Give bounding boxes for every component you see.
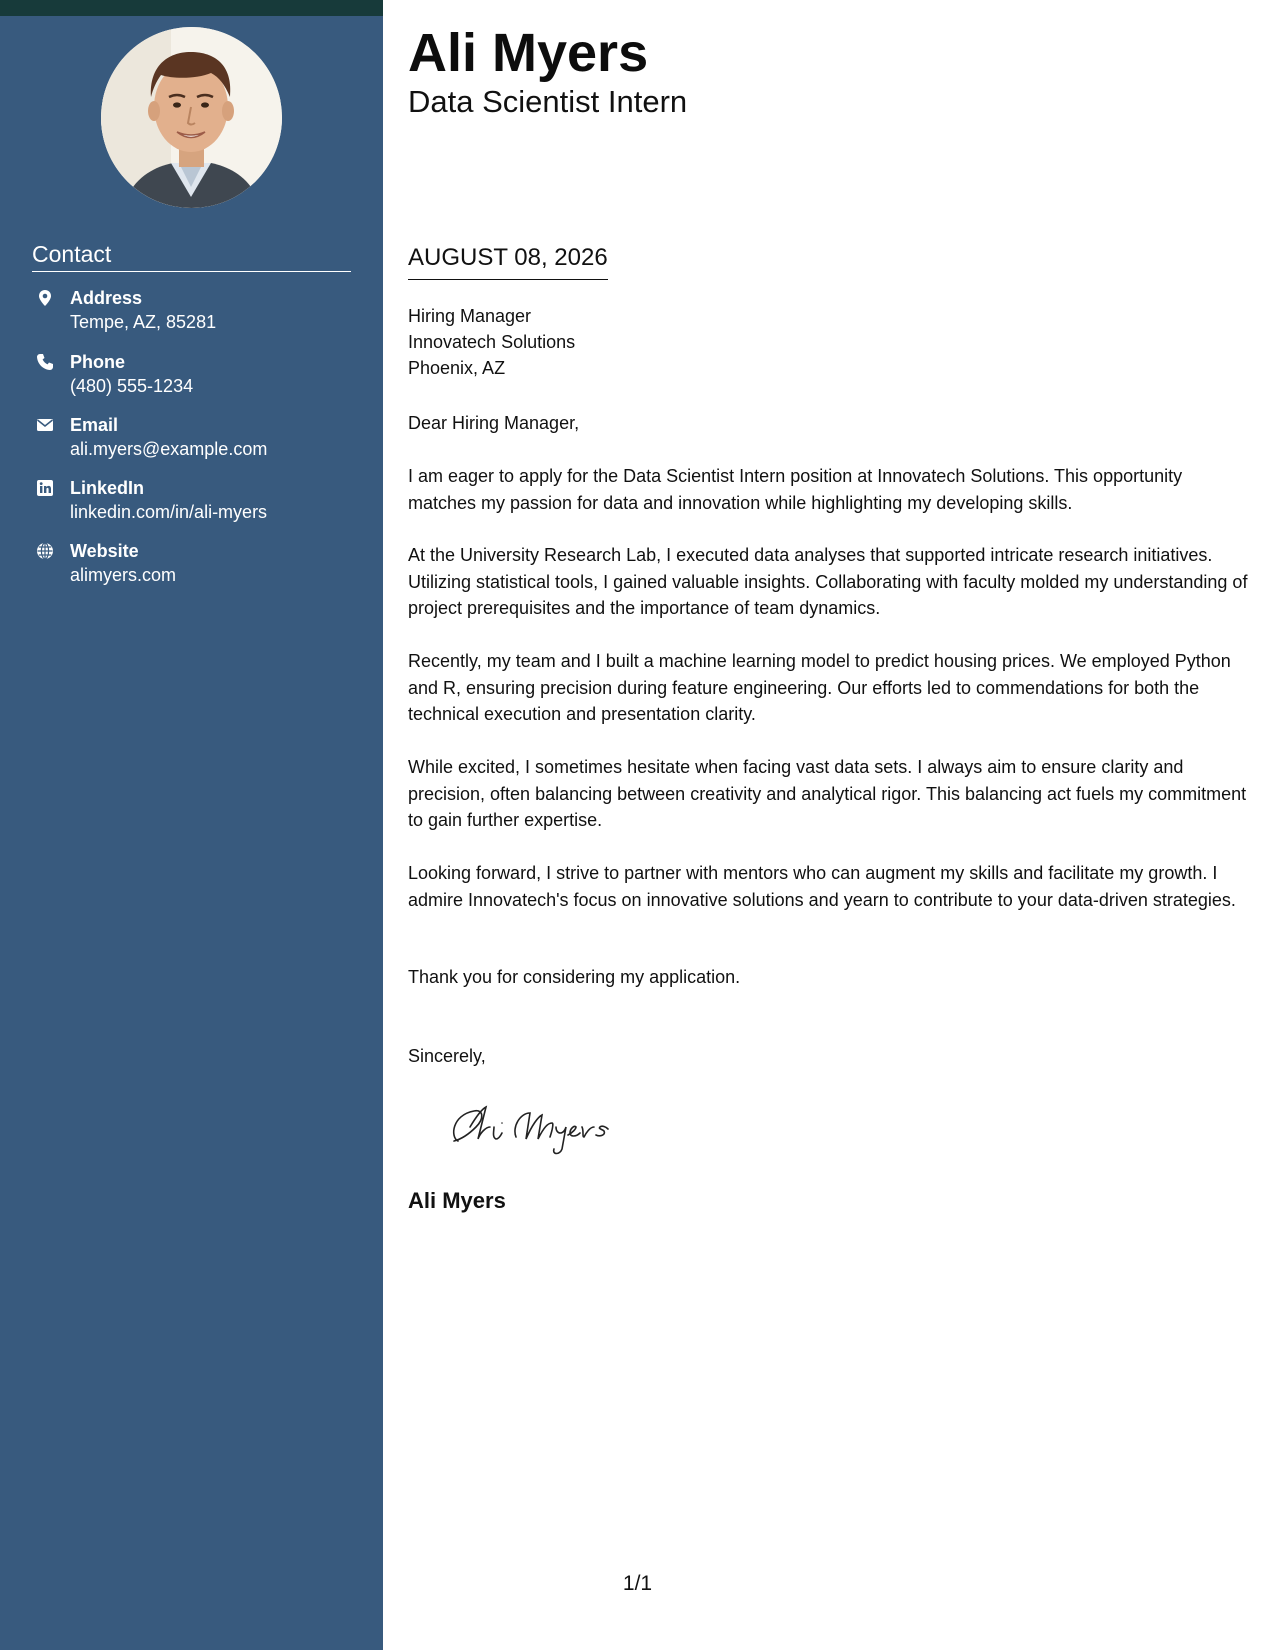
signer-name: Ali Myers <box>408 1188 506 1213</box>
contact-value: ali.myers@example.com <box>70 439 268 459</box>
globe-icon <box>36 542 54 560</box>
letter-date: AUGUST 08, 2026 <box>408 243 608 280</box>
sidebar <box>0 0 383 1650</box>
contact-heading: Contact <box>32 240 351 272</box>
contact-label: LinkedIn <box>70 478 145 498</box>
profile-photo <box>101 27 282 208</box>
contact-label: Email <box>70 415 119 435</box>
thanks-line: Thank you for considering my application. <box>408 967 741 987</box>
location-pin-icon <box>36 289 54 307</box>
recipient-line: Innovatech Solutions <box>408 332 576 352</box>
letter-paragraph: At the University Research Lab, I executed data analyses that supported intricate research initiatives. Utilizing statistical tools, I gained valuable insights. Collaborating with faculty molded my understanding of project prerequisites and the importance of team dynamics. <box>408 545 1248 618</box>
letter-paragraph: Recently, my team and I built a machine learning model to predict housing prices. We employed Python and R, ensuring precision during feature engineering. Our efforts led to commendations for both the technical execution and presentation clarity. <box>408 651 1231 724</box>
handwritten-signature <box>440 1097 640 1157</box>
contact-label: Address <box>70 288 143 308</box>
sidebar-top-bar <box>0 0 383 16</box>
contact-phone <box>32 350 362 400</box>
letter-paragraph: Looking forward, I strive to partner with mentors who can augment my skills and facilitate my growth. I admire Innovatech's focus on innovative solutions and yearn to contribute to your data-driven strategies. <box>408 863 1236 910</box>
closing-line: Sincerely, <box>408 1046 486 1066</box>
recipient-line: Hiring Manager <box>408 306 532 326</box>
contact-label: Phone <box>70 352 126 372</box>
contact-value: alimyers.com <box>70 565 177 585</box>
page-number: 1/1 <box>622 1572 653 1595</box>
contact-value: (480) 555-1234 <box>70 376 194 396</box>
contact-value: Tempe, AZ, 85281 <box>70 312 217 332</box>
envelope-icon <box>36 416 54 434</box>
contact-website <box>32 539 362 589</box>
recipient-line: Phoenix, AZ <box>408 358 506 378</box>
job-title: Data Scientist Intern <box>408 84 688 119</box>
letter-paragraph: While excited, I sometimes hesitate when facing vast data sets. I always aim to ensure clarity and precision, often balancing between creativity and analytical rigor. This balancing act fuels my commitment to gain further expertise. <box>408 757 1247 830</box>
salutation: Dear Hiring Manager, <box>408 413 580 433</box>
linkedin-icon <box>36 479 54 497</box>
contact-address <box>32 286 362 336</box>
phone-icon <box>36 353 54 371</box>
contact-email <box>32 413 362 463</box>
letter-paragraph: I am eager to apply for the Data Scientist Intern position at Innovatech Solutions. This opportunity matches my passion for data and innovation while highlighting my developing skills. <box>408 466 1183 513</box>
contact-linkedin <box>32 476 362 526</box>
applicant-name: Ali Myers <box>408 23 649 83</box>
contact-value: linkedin.com/in/ali-myers <box>70 502 268 522</box>
contact-label: Website <box>70 541 139 561</box>
profile-photo-illustration <box>101 27 282 208</box>
recipient-block <box>408 303 575 381</box>
